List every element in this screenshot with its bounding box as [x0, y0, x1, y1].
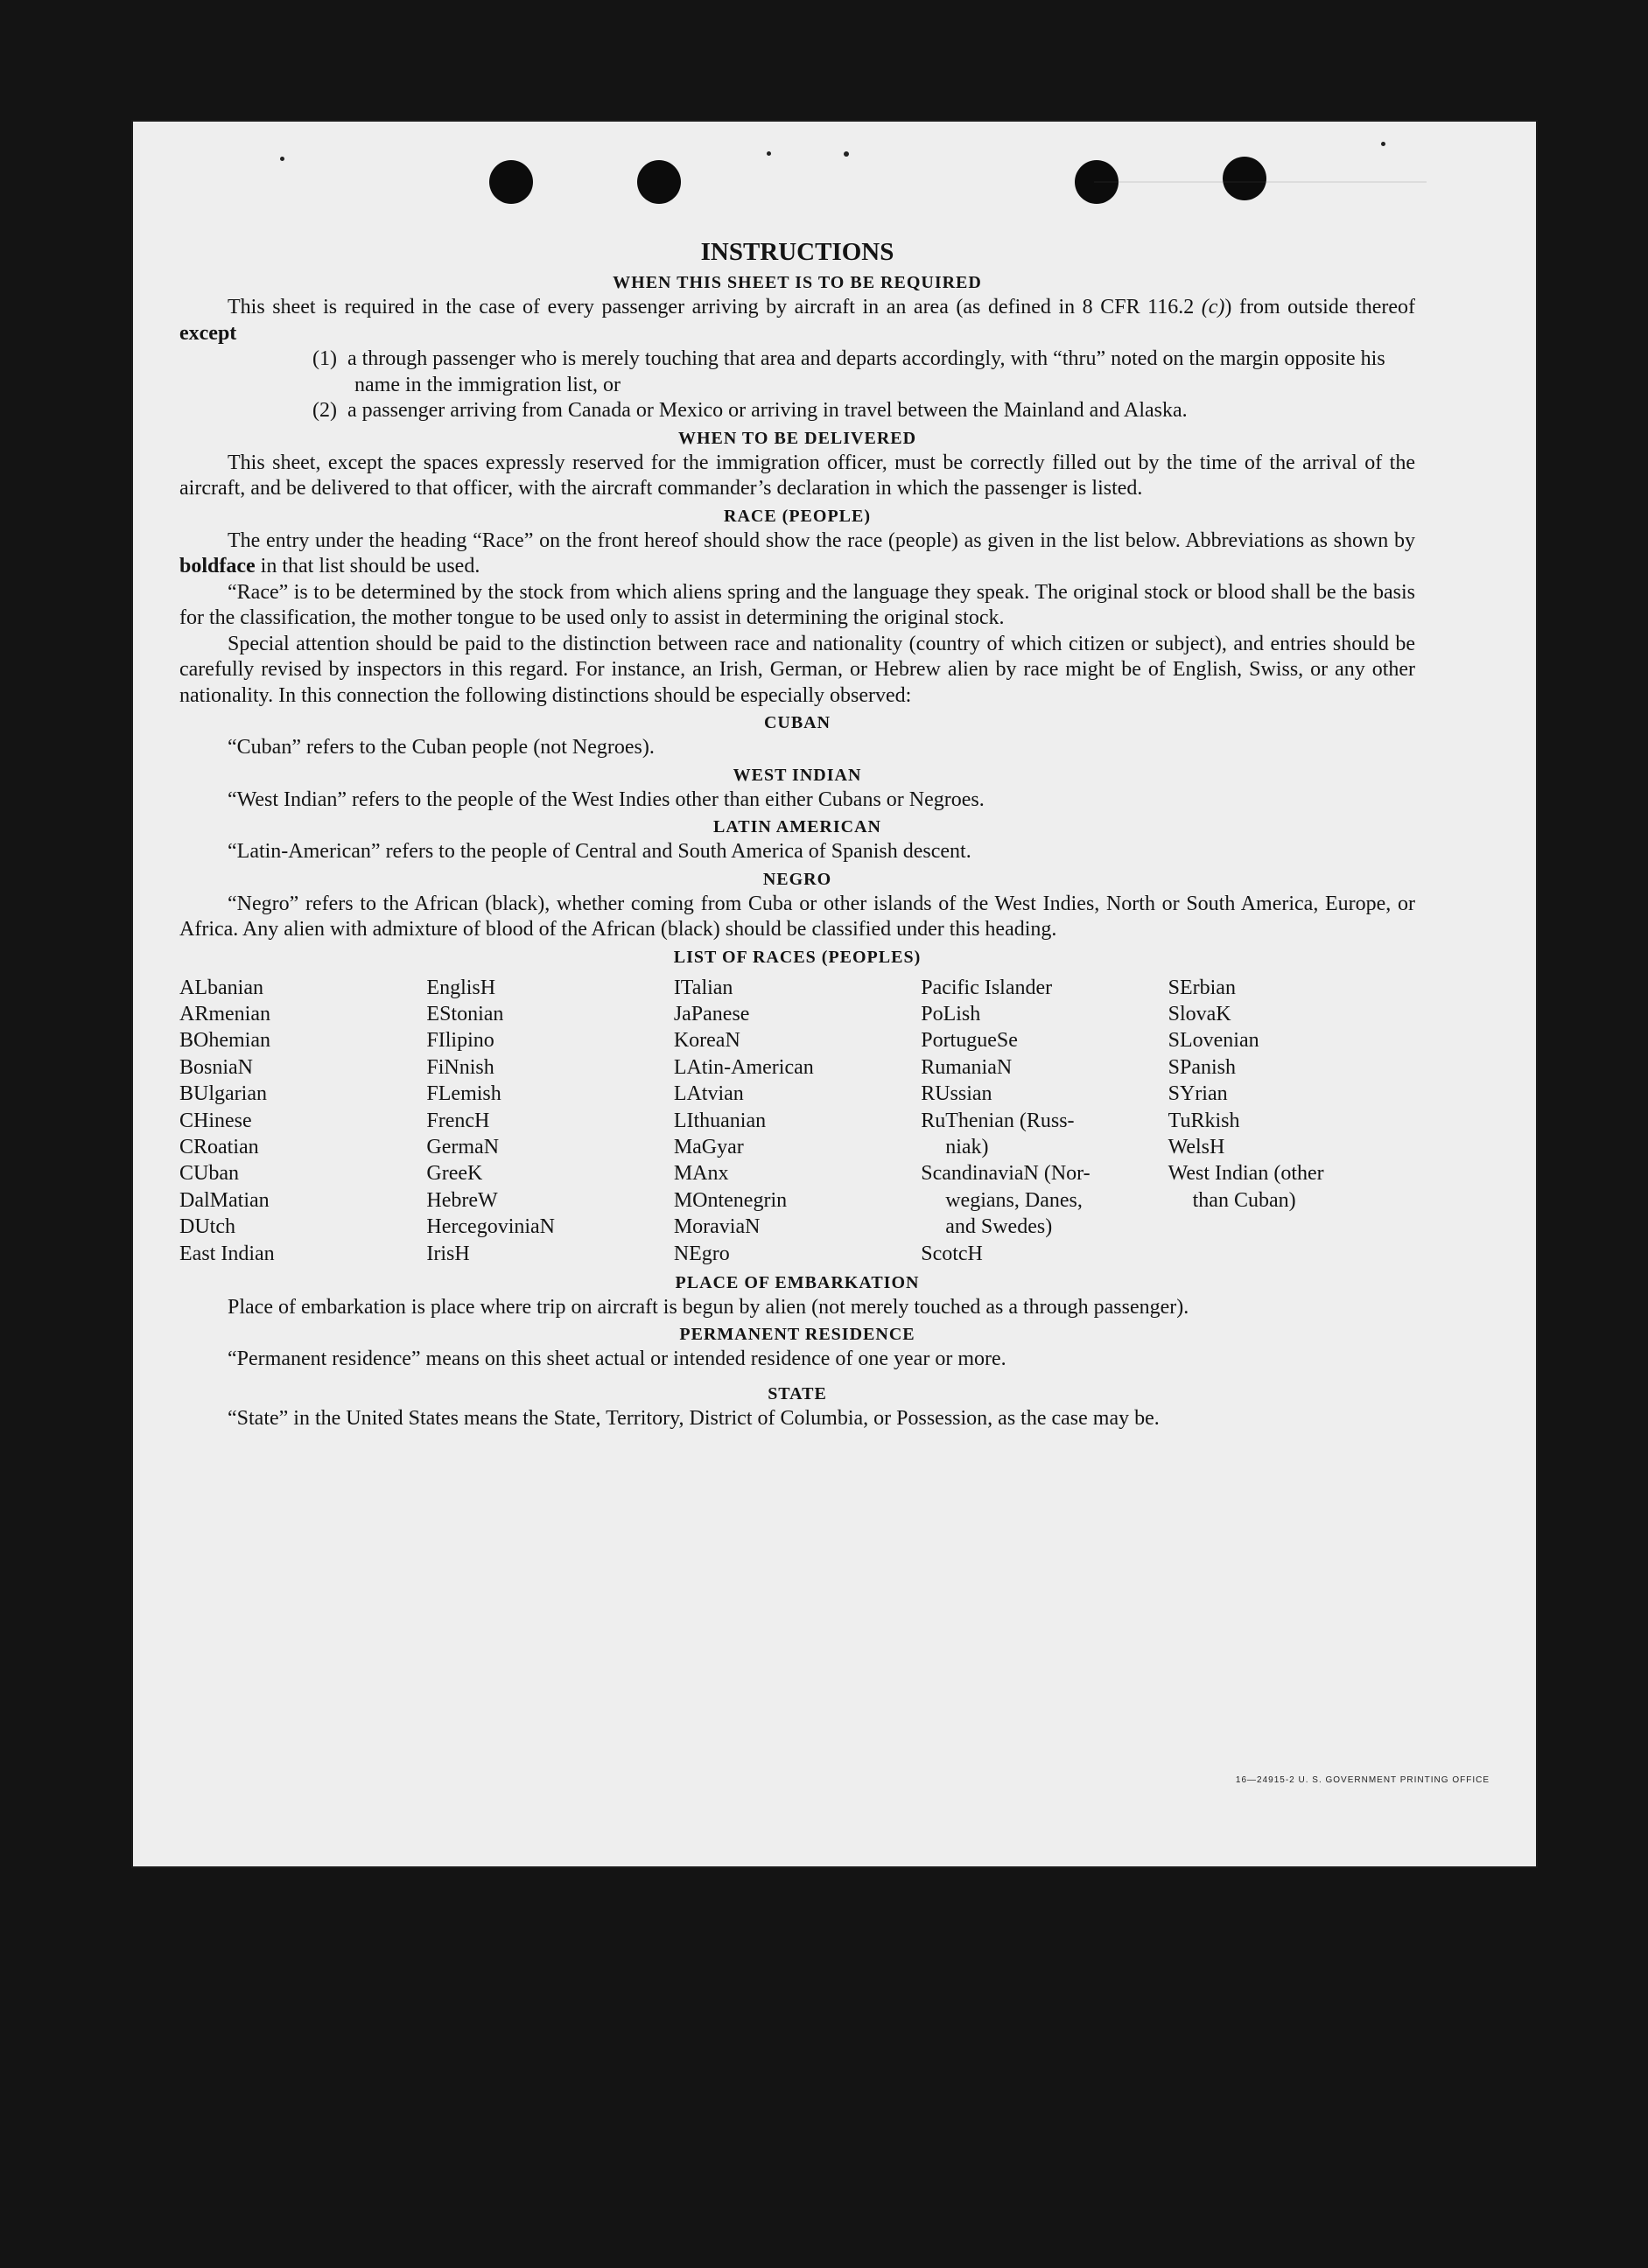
race-item: LIthuanian: [673, 1109, 767, 1132]
state-text: “State” in the United States means the State, Territory, District of Columbia, or Possession, as the case may be.: [228, 1406, 1160, 1430]
latin-american-text: “Latin-American” refers to the people of Central and South America of Spanish descent.: [228, 840, 971, 863]
embarkation-text: Place of embarkation is place where trip on aircraft is begun by alien (not merely touched as a through passenger).: [228, 1295, 1189, 1319]
negro-text: “Negro” refers to the African (black), whether coming from Cuba or other islands of the West Indies, North or South America, Europe, or Africa. Any alien with admixture of blood of the African (black) should be classified under this heading.: [179, 892, 1415, 941]
cuban-text: “Cuban” refers to the Cuban people (not Negroes).: [228, 736, 655, 759]
race-item: MOntenegrin: [673, 1188, 788, 1212]
speck: [1381, 142, 1385, 146]
race-item: SLovenian: [1168, 1029, 1259, 1053]
section-heading-negro: NEGRO: [762, 869, 832, 889]
race-item: SErbian: [1168, 976, 1236, 999]
race-item: EnglisH: [426, 976, 496, 999]
document-sheet: [131, 120, 1538, 1868]
race-item: MoraviaN: [673, 1215, 761, 1239]
printing-office-code: 16—24915-2 U. S. GOVERNMENT PRINTING OFFICE: [1235, 1775, 1490, 1785]
page-title: INSTRUCTIONS: [700, 238, 894, 266]
speck: [280, 157, 284, 161]
race-item: PortugueSe: [921, 1029, 1018, 1053]
race-item: HercegoviniaN: [426, 1215, 556, 1239]
race-item: CRoatian: [179, 1135, 259, 1158]
race-item: SlovaK: [1168, 1002, 1231, 1026]
race-paragraph-2: “Race” is to be determined by the stock from which aliens spring and the language they speak. The original stock or blood shall be the basis for the classification, the mother tongue to be used only to assist in determining the original stock.: [179, 580, 1415, 629]
race-item: GermaN: [426, 1135, 500, 1158]
race-item: RUssian: [921, 1082, 992, 1106]
race-item: West Indian (other: [1168, 1162, 1324, 1186]
race-column-1: [179, 975, 426, 1267]
delivered-text: This sheet, except the spaces expressly reserved for the immigration officer, must be correctly filled out by the time of the arrival of the aircraft, and be delivered to that officer, with the aircraft commander’s declaration in which the passenger is listed.: [179, 451, 1415, 500]
race-item: IrisH: [426, 1242, 470, 1265]
speck: [844, 151, 849, 157]
race-item: East Indian: [179, 1242, 275, 1265]
race-item: RumaniaN: [921, 1055, 1013, 1079]
race-item: BUlgarian: [179, 1082, 267, 1106]
race-item: FIlipino: [426, 1029, 494, 1053]
bleed-through-mark: [1094, 181, 1427, 227]
race-item-continuation: than Cuban): [1192, 1188, 1296, 1212]
race-item: CUban: [179, 1162, 239, 1186]
instructions-content: [179, 237, 1415, 1432]
section-heading-race: RACE (PEOPLE): [724, 506, 871, 526]
race-item: ALbanian: [179, 976, 263, 999]
race-item: PoLish: [921, 1002, 981, 1026]
race-item: SYrian: [1168, 1082, 1228, 1106]
race-list: [179, 975, 1415, 1267]
race-item: DalMatian: [179, 1188, 270, 1212]
section-heading-cuban: CUBAN: [763, 713, 831, 732]
race-item-continuation: and Swedes): [945, 1215, 1053, 1239]
race-item: HebreW: [426, 1188, 498, 1212]
section-heading-latin-american: LATIN AMERICAN: [713, 817, 881, 836]
race-item: FrencH: [426, 1109, 490, 1132]
section-heading-required: WHEN THIS SHEET IS TO BE REQUIRED: [613, 273, 982, 292]
race-item: ScotcH: [921, 1242, 983, 1265]
race-paragraph-1: The entry under the heading “Race” on the front hereof should show the race (people) as given in the list below. Abbreviations as shown by boldface in that list should be used.: [179, 528, 1415, 578]
section-heading-embarkation: PLACE OF EMBARKATION: [675, 1272, 920, 1292]
race-item-continuation: wegians, Danes,: [945, 1188, 1083, 1212]
race-item: BosniaN: [179, 1055, 253, 1079]
race-item: LAtin-American: [673, 1055, 814, 1079]
section-heading-state: STATE: [768, 1383, 827, 1404]
required-item-2: (2) a passenger arriving from Canada or Mexico or arriving in travel between the Mainland and Alaska.: [312, 399, 1188, 422]
race-item: DUtch: [179, 1215, 235, 1239]
race-item: TuRkish: [1168, 1109, 1240, 1132]
race-column-5: [1168, 975, 1415, 1267]
race-item: WelsH: [1168, 1135, 1225, 1158]
required-item-1: (1) a through passenger who is merely touching that area and departs accordingly, with “thru” noted on the margin opposite his name in the immigration list, or: [312, 347, 1385, 396]
required-intro: This sheet is required in the case of every passenger arriving by aircraft in an area (as defined in 8 CFR 116.2 (c)) from outside thereof except: [179, 296, 1415, 345]
section-heading-residence: PERMANENT RESIDENCE: [679, 1325, 915, 1345]
race-item: SPanish: [1168, 1055, 1236, 1079]
section-heading-west-indian: WEST INDIAN: [733, 765, 862, 785]
race-item: FLemish: [426, 1082, 501, 1106]
race-item: BOhemian: [179, 1029, 270, 1053]
residence-text: “Permanent residence” means on this sheet actual or intended residence of one year or more.: [228, 1348, 1006, 1371]
race-item: ScandinaviaN (Nor-: [921, 1162, 1090, 1186]
race-item: ITalian: [673, 976, 733, 999]
race-item: EStonian: [426, 1002, 504, 1026]
race-item: RuThenian (Russ-: [921, 1109, 1075, 1132]
race-item-continuation: niak): [945, 1135, 989, 1158]
race-item: MaGyar: [673, 1135, 744, 1158]
punch-hole: [489, 160, 533, 204]
race-paragraph-3: Special attention should be paid to the distinction between race and nationality (country of which citizen or subject), and entries should be carefully revised by inspectors in this regard. For instance, an Irish, German, or Hebrew alien by race might be of English, Swiss, or any other nationality. In this connection the following distinctions should be especially observed:: [179, 632, 1415, 707]
race-item: NEgro: [673, 1242, 730, 1265]
race-item: FiNnish: [426, 1055, 494, 1079]
punch-hole: [637, 160, 681, 204]
race-item: LAtvian: [673, 1082, 744, 1106]
race-item: CHinese: [179, 1109, 252, 1132]
section-heading-delivered: WHEN TO BE DELIVERED: [677, 428, 917, 448]
race-item: MAnx: [673, 1162, 729, 1186]
west-indian-text: “West Indian” refers to the people of the West Indies other than either Cubans or Negroes.: [228, 788, 985, 811]
race-item: KoreaN: [673, 1029, 740, 1053]
race-item: JaPanese: [673, 1002, 750, 1026]
race-item: GreeK: [426, 1162, 483, 1186]
section-heading-races: LIST OF RACES (PEOPLES): [673, 947, 922, 967]
race-column-2: [426, 975, 673, 1267]
race-item: Pacific Islander: [921, 976, 1053, 999]
race-column-4: [921, 975, 1168, 1267]
race-item: ARmenian: [179, 1002, 270, 1026]
speck: [767, 151, 771, 156]
race-column-3: [674, 975, 921, 1267]
